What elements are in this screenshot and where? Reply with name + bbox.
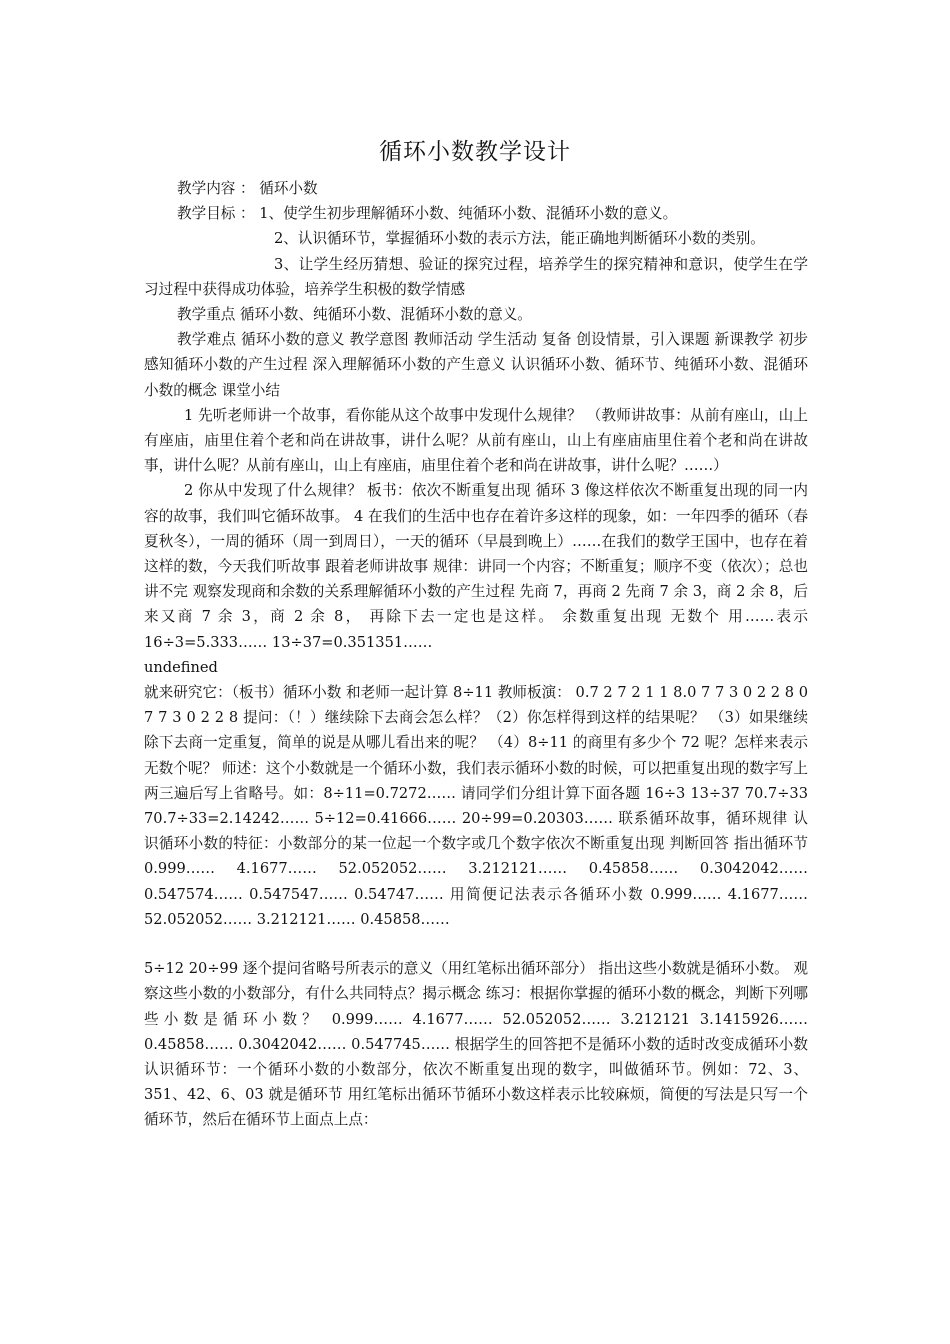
pattern-paragraph: 2 你从中发现了什么规律？ 板书：依次不断重复出现 循环 3 像这样依次不断重复出现的同一内容的故事，我们叫它循环故事。 4 在我们的生活中也存在着许多这样的现象，如：一年四季的循环（春夏秋冬），一周的循环（周一到周日），一天的循环（早晨到晚上）……在我们的数学王国中，也存在着这样的数，今天我们听故事 跟着老师讲故事 规律：讲同一个内容；不断重复；顺序不变（依次）；总也讲不完 观察发现商和余数的关系理解循环小数的产生过程 先商 7，再商 2 先商 7 余 3，商 2 余 8，后来又商 7 余 3，商 2 余 8， 再除下去一定也是这样。 余数重复出现 无数个 用……表示 16÷3=5.333…… 13÷37=0.351351…… xyxy=(144,482,808,651)
document-title: 循环小数教学设计 xyxy=(379,139,571,165)
story-paragraph: 1 先听老师讲一个故事，看你能从这个故事中发现什么规律？ （教师讲故事：从前有座山，山上有座庙，庙里住着个老和尚在讲故事，讲什么呢？从前有座山，山上有座庙庙里住着个老和尚在讲故事，讲什么呢？从前有座山，山上有座庙，庙里住着个老和尚在讲故事，讲什么呢？……） xyxy=(144,406,808,475)
teaching-goal-line-1: 教学目标 ： 1、使学生初步理解循环小数、纯循环小数、混循环小数的意义。 xyxy=(177,205,678,223)
teaching-content-line: 教学内容 ： 循环小数 xyxy=(177,180,318,197)
undefined-line: undefined xyxy=(144,658,218,676)
division-study-paragraph: 就来研究它：（板书）循环小数 和老师一起计算 8÷11 教师板演： 0.7 2 7 2 1 1 8.0 7 7 3 0 2 2 8 0 7 7 3 0 2 2 8 提问：（！）继续除下去商会怎么样？（2）你怎样得到这样的结果呢？ （3）如果继续除下去商一定重复，简单的说是从哪儿看出来的呢？ （4）8÷11 的商里有多少个 72 呢？怎样来表示无数个呢？ 师述：这个小数就是一个循环小数，我们表示循环小数的时候，可以把重复出现的数字写上两三遍后写上省略号。如：8÷11=0.7272…… 请同学们分组计算下面各题 16÷3 13÷37 70.7÷33 70.7÷33=2.14242…… 5÷12=0.41666…… 20÷99=0.20303…… 联系循环故事，循环规律 认识循环小数的特征：小数部分的某一位起一个数字或几个数字依次不断重复出现 判断回答 指出循环节 0.999…… 4.1677…… 52.052052…… 3.212121…… 0.45858…… 0.3042042…… 0.547574…… 0.547547…… 0.54747…… 用简便记法表示各循环小数 0.999…… 4.1677…… 52.052052…… 3.212121…… 0.45858…… xyxy=(144,684,808,928)
teaching-difficulty: 教学难点 循环小数的意义 教学意图 教师活动 学生活动 复备 创设情景，引入课题 新课教学 初步感知循环小数的产生过程 深入理解循环小数的产生意义 认识循环小数、循环节、纯循环小数、混循环小数的概念 课堂小结 xyxy=(144,331,808,399)
document-body xyxy=(144,176,808,1133)
teaching-goal-line-2: 2、认识循环节，掌握循环小数的表示方法，能正确地判断循环小数的类别。 xyxy=(274,230,765,248)
teaching-key-point: 教学重点 循环小数、纯循环小数、混循环小数的意义。 xyxy=(177,306,532,324)
repetend-paragraph: 5÷12 20÷99 逐个提问省略号所表示的意义（用红笔标出循环部分） 指出这些小数就是循环小数。 观察这些小数的小数部分，有什么共同特点？揭示概念 练习：根据你掌握的循环小数的概念，判断下列哪些小数是循环小数？ 0.999…… 4.1677…… 52.052052…… 3.212121 3.1415926…… 0.45858…… 0.3042042…… 0.547745…… 根据学生的回答把不是循环小数的适时改变成循环小数 认识循环节：一个循环小数的小数部分，依次不断重复出现的数字，叫做循环节。例如：72、3、351、42、6、03 就是循环节 用红笔标出循环节循环小数这样表示比较麻烦，简便的写法是只写一个循环节，然后在循环节上面点上点： xyxy=(144,960,808,1129)
paragraph-gap xyxy=(144,932,808,956)
teaching-goal-line-3: 3、让学生经历猜想、验证的探究过程，培养学生的探究精神和意识，使学生在学习过程中获得成功体验，培养学生积极的数学情感 xyxy=(144,255,808,298)
